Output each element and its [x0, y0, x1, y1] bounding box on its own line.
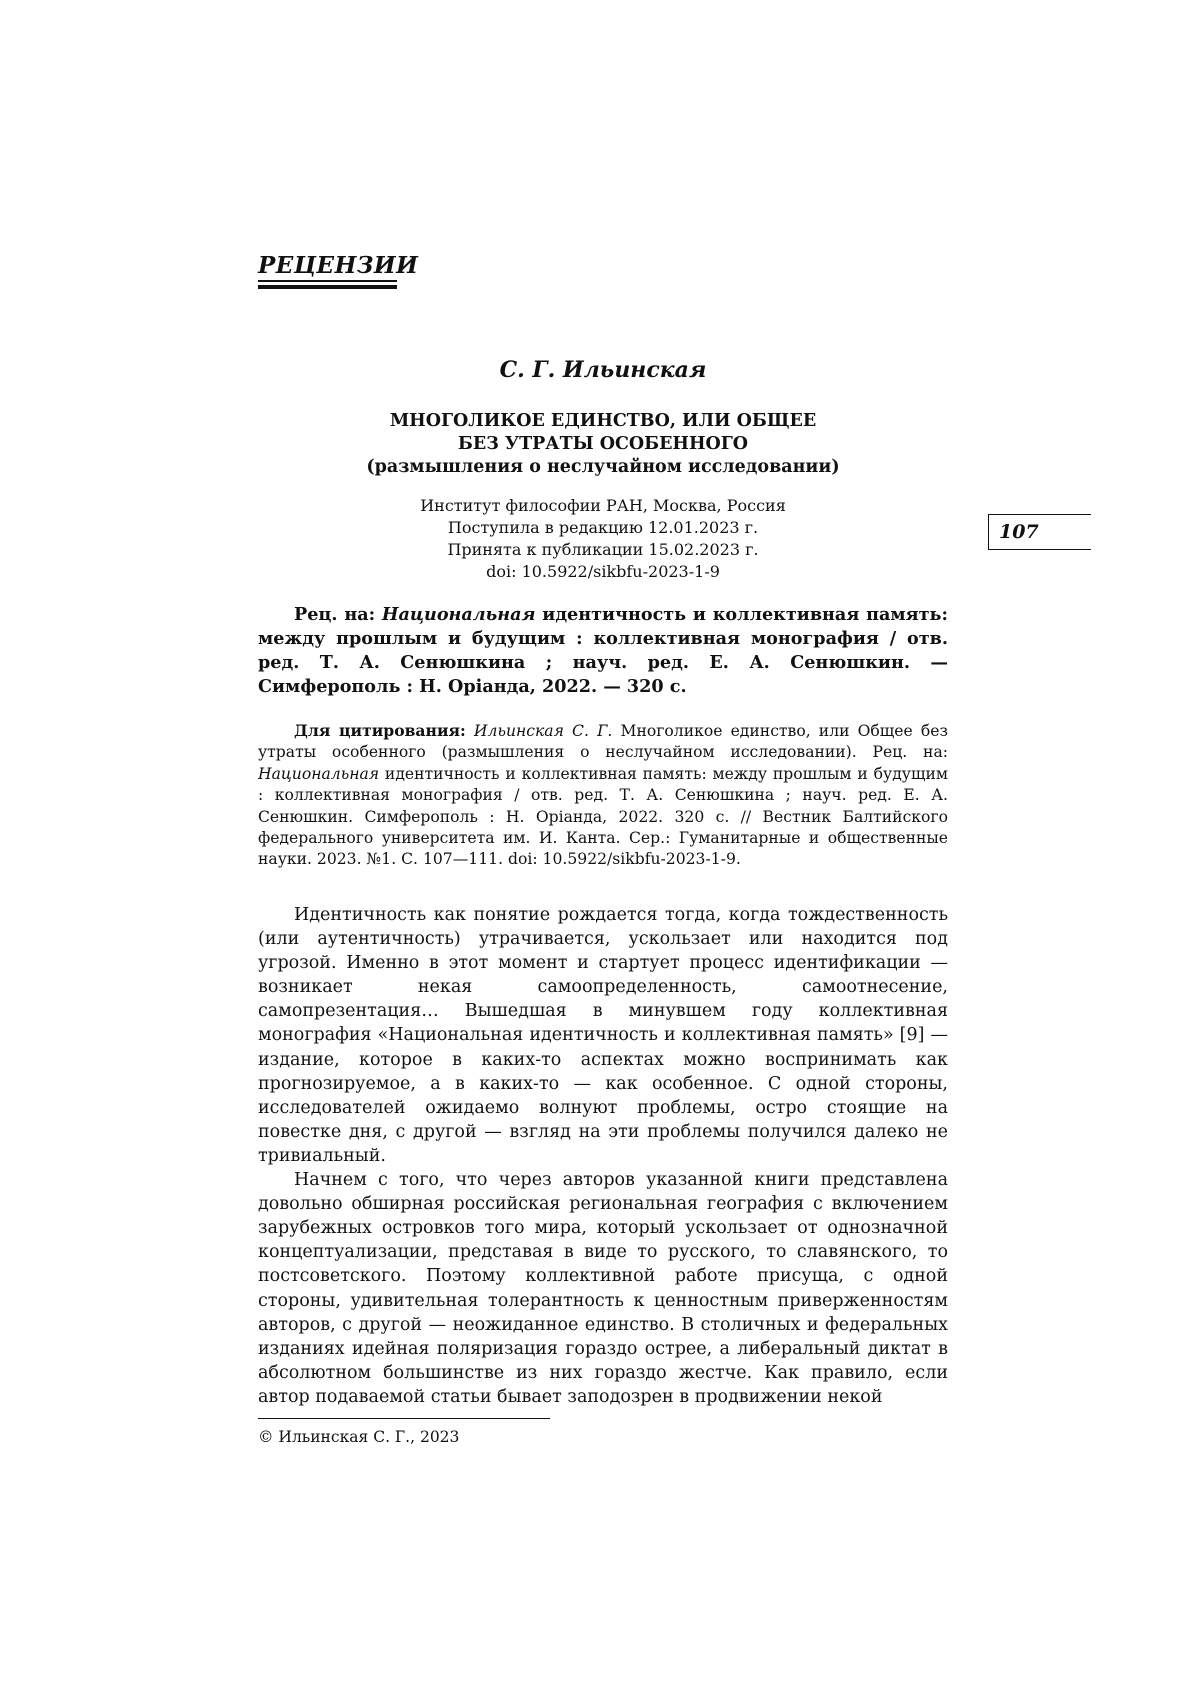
citation-block: [258, 720, 948, 871]
body-paragraph: Начнем с того, что через авторов указанной книги представлена довольно обширная российская региональная география с включением зарубежных островков того мира, который ускользает от однозначной концептуализации, представая в виде то русского, то славянского, то постсоветского. Поэтому коллективной работе присуща, с одной стороны, удивительная толерантность к ценностным приверженностям авторов, с другой — неожиданное единство. В столичных и федеральных изданиях идейная поляризация гораздо острее, а либеральный диктат в абсолютном большинстве из них гораздо жестче. Как правило, если автор подаваемой статьи бывает заподозрен в продвижении некой: [258, 1170, 948, 1407]
article-meta: [258, 495, 948, 583]
citation-label: Для цитирования:: [294, 721, 466, 740]
citation-author: Ильинская С. Г.: [465, 722, 613, 740]
review-reference: [258, 603, 948, 699]
citation-text-1: Многоликое единство, или Общее без утраты особенного (размышления о неслучайном исследовании). Рец. на:: [258, 722, 949, 762]
accepted-date: Принята к публикации 15.02.2023 г.: [447, 540, 759, 559]
affiliation: Институт философии РАН, Москва, Россия: [420, 496, 786, 515]
title-line-2: БЕЗ УТРАТЫ ОСОБЕННОГО: [457, 434, 749, 454]
title-line-1: МНОГОЛИКОЕ ЕДИНСТВО, ИЛИ ОБЩЕЕ: [389, 411, 817, 431]
copyright-footnote: © Ильинская С. Г., 2023: [258, 1428, 460, 1446]
section-rule-thin: [258, 280, 397, 282]
section-heading: РЕЦЕНЗИИ: [258, 252, 419, 279]
doi: doi: 10.5922/sikbfu-2023-1-9: [486, 562, 720, 581]
review-rest: идентичность и коллективная память: между прошлым и будущим : коллективная монография / отв. ред. Т. А. Сенюшкина ; науч. ред. Е. А. Сенюшкин. — Симферополь : Н. Оріанда, 2022. — 320 с.: [258, 604, 948, 697]
article-body: [258, 903, 948, 1409]
article-title: [258, 410, 948, 479]
received-date: Поступила в редакцию 12.01.2023 г.: [447, 518, 759, 537]
review-italic-word: Национальная: [381, 604, 536, 625]
footnote-rule: [258, 1418, 550, 1419]
body-paragraph: Идентичность как понятие рождается тогда, когда тождественность (или аутентичность) утрачивается, ускользает или находится под угрозой. Именно в этот момент и стартует процесс идентификации — возникает некая самоопределенность, самоотнесение, самопрезентация… Вышедшая в минувшем году коллективная монография «Национальная идентичность и коллективная память» [9] — издание, которое в каких-то аспектах можно воспринимать как прогнозируемое, а в каких-то — как особенное. С одной стороны, исследователей ожидаемо волнуют проблемы, остро стоящие на повестке дня, с другой — взгляд на эти проблемы получился далеко не тривиальный.: [258, 905, 948, 1166]
citation-italic-word: Национальная: [258, 764, 380, 783]
page-number: 107: [988, 514, 1091, 550]
review-prefix: Рец. на:: [294, 604, 382, 625]
citation-text-2: идентичность и коллективная память: между прошлым и будущим : коллективная монография / отв. ред. Т. А. Сенюшкина ; науч. ред. Е. А. Сенюшкин. Симферополь : Н. Оріанда, 2022. 320 с. // Вестник Балтийского федерального университета им. И. Канта. Сер.: Гуманитарные и общественные науки. 2023. №1. С. 107—111. doi: 10.5922/sikbfu-2023-1-9.: [258, 764, 948, 869]
section-rule-thick: [258, 285, 397, 289]
title-subtitle: (размышления о неслучайном исследовании): [366, 457, 840, 477]
author-name: С. Г. Ильинская: [499, 357, 707, 383]
